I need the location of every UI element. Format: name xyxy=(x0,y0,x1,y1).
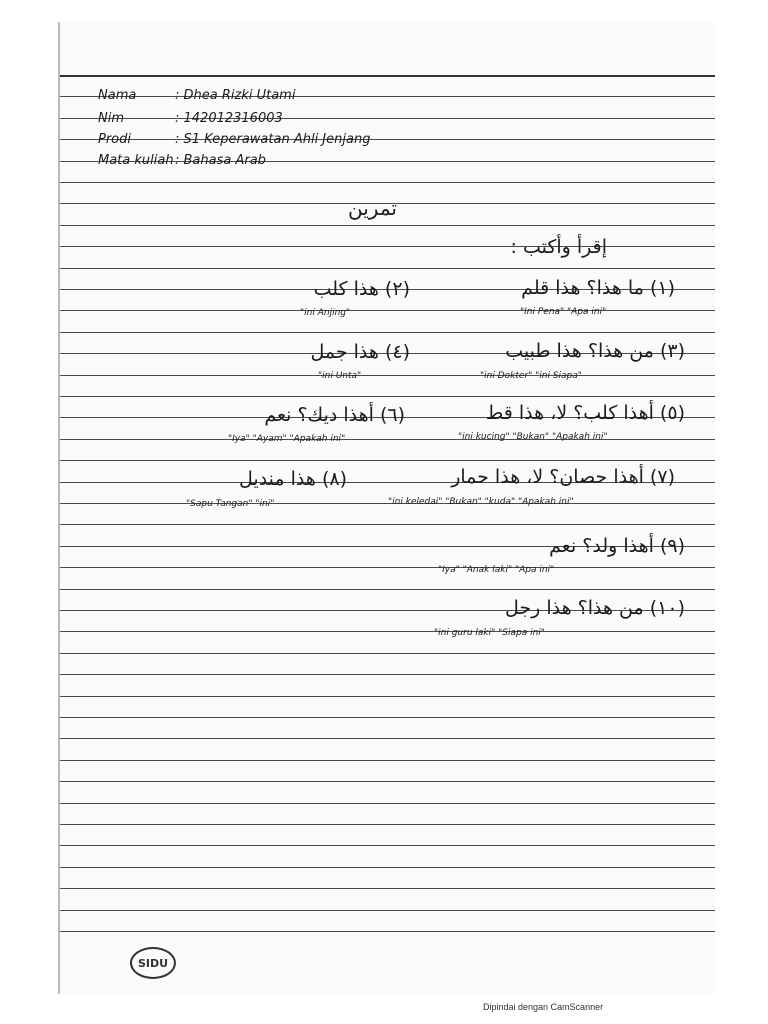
ruled-line xyxy=(60,225,715,226)
ruled-line xyxy=(60,931,715,932)
ruled-line xyxy=(60,674,715,675)
ruled-line xyxy=(60,567,715,568)
ruled-line xyxy=(60,845,715,846)
exercise-instruction: إقرأ وأكتب : xyxy=(510,236,607,258)
ruled-line xyxy=(60,653,715,654)
exercise-title: تمرين xyxy=(348,196,397,220)
field-label-nama: Nama xyxy=(98,88,137,103)
ruled-line xyxy=(60,375,715,376)
item-10-translation: "ini guru laki" "Siapa ini" xyxy=(434,628,545,638)
item-4-translation: "ini Unta" xyxy=(318,371,362,381)
item-2-arabic: (٢) هذا كلب xyxy=(313,278,410,300)
ruled-line xyxy=(60,182,715,183)
item-1-translation: "Ini Pena" "Apa ini" xyxy=(520,307,607,317)
item-8-translation: "Sapu Tangan" "ini" xyxy=(186,499,275,509)
ruled-line xyxy=(60,631,715,632)
item-5-arabic: (٥) أهذا كلب؟ لا، هذا قط xyxy=(485,402,685,424)
ruled-line xyxy=(60,910,715,911)
ruled-line xyxy=(60,867,715,868)
item-10-arabic: (١٠) من هذا؟ هذا رجل xyxy=(505,597,685,619)
field-value-nama: : Dhea Rizki Utami xyxy=(175,88,296,103)
ruled-line xyxy=(60,96,715,97)
ruled-line xyxy=(60,696,715,697)
item-5-translation: "ini kucing" "Bukan" "Apakah ini" xyxy=(458,432,608,442)
item-3-translation: "ini Dokter" "ini Siapa" xyxy=(480,371,582,381)
camscanner-footer: Dipindai dengan CamScanner xyxy=(483,1002,604,1012)
item-1-arabic: (١) ما هذا؟ هذا قلم xyxy=(521,277,675,299)
item-2-translation: "ini Anjing" xyxy=(300,308,351,318)
ruled-line xyxy=(60,888,715,889)
item-9-arabic: (٩) أهذا ولد؟ نعم xyxy=(549,535,685,557)
field-label-mata-kuliah: Mata kuliah xyxy=(98,153,174,168)
ruled-line xyxy=(60,396,715,397)
field-value-nim: : 142012316003 xyxy=(175,111,283,126)
ruled-line xyxy=(60,760,715,761)
item-6-arabic: (٦) أهذا ديك؟ نعم xyxy=(264,404,405,426)
ruled-line xyxy=(60,268,715,269)
item-9-translation: "Iya" "Anak laki" "Apa ini" xyxy=(438,565,555,575)
ruled-line xyxy=(60,246,715,247)
field-value-mata-kuliah: : Bahasa Arab xyxy=(175,153,266,168)
ruled-line xyxy=(60,738,715,739)
ruled-line xyxy=(60,460,715,461)
ruled-line xyxy=(60,332,715,333)
item-6-translation: "Iya" "Ayam" "Apakah ini" xyxy=(228,434,346,444)
item-3-arabic: (٣) من هذا؟ هذا طبيب xyxy=(505,340,685,362)
ruled-line xyxy=(60,439,715,440)
field-label-nim: Nim xyxy=(98,111,124,126)
item-7-arabic: (٧) أهذا حصان؟ لا، هذا حمار xyxy=(451,466,675,488)
field-label-prodi: Prodi xyxy=(98,132,132,147)
ruled-line xyxy=(60,781,715,782)
ruled-line xyxy=(60,75,715,77)
ruled-line xyxy=(60,803,715,804)
item-4-arabic: (٤) هذا جمل xyxy=(310,341,410,363)
ruled-line xyxy=(60,589,715,590)
item-7-translation: "ini keledai" "Bukan" "kuda" "Apakah ini" xyxy=(388,497,574,507)
ruled-line xyxy=(60,139,715,140)
notebook-page xyxy=(58,22,715,994)
ruled-line xyxy=(60,717,715,718)
sidu-logo: SIDU xyxy=(130,947,176,979)
ruled-line xyxy=(60,524,715,525)
ruled-line xyxy=(60,824,715,825)
item-8-arabic: (٨) هذا منديل xyxy=(239,468,347,490)
field-value-prodi: : S1 Keperawatan Ahli Jenjang xyxy=(175,132,371,147)
ruled-line xyxy=(60,118,715,119)
ruled-line xyxy=(60,310,715,311)
